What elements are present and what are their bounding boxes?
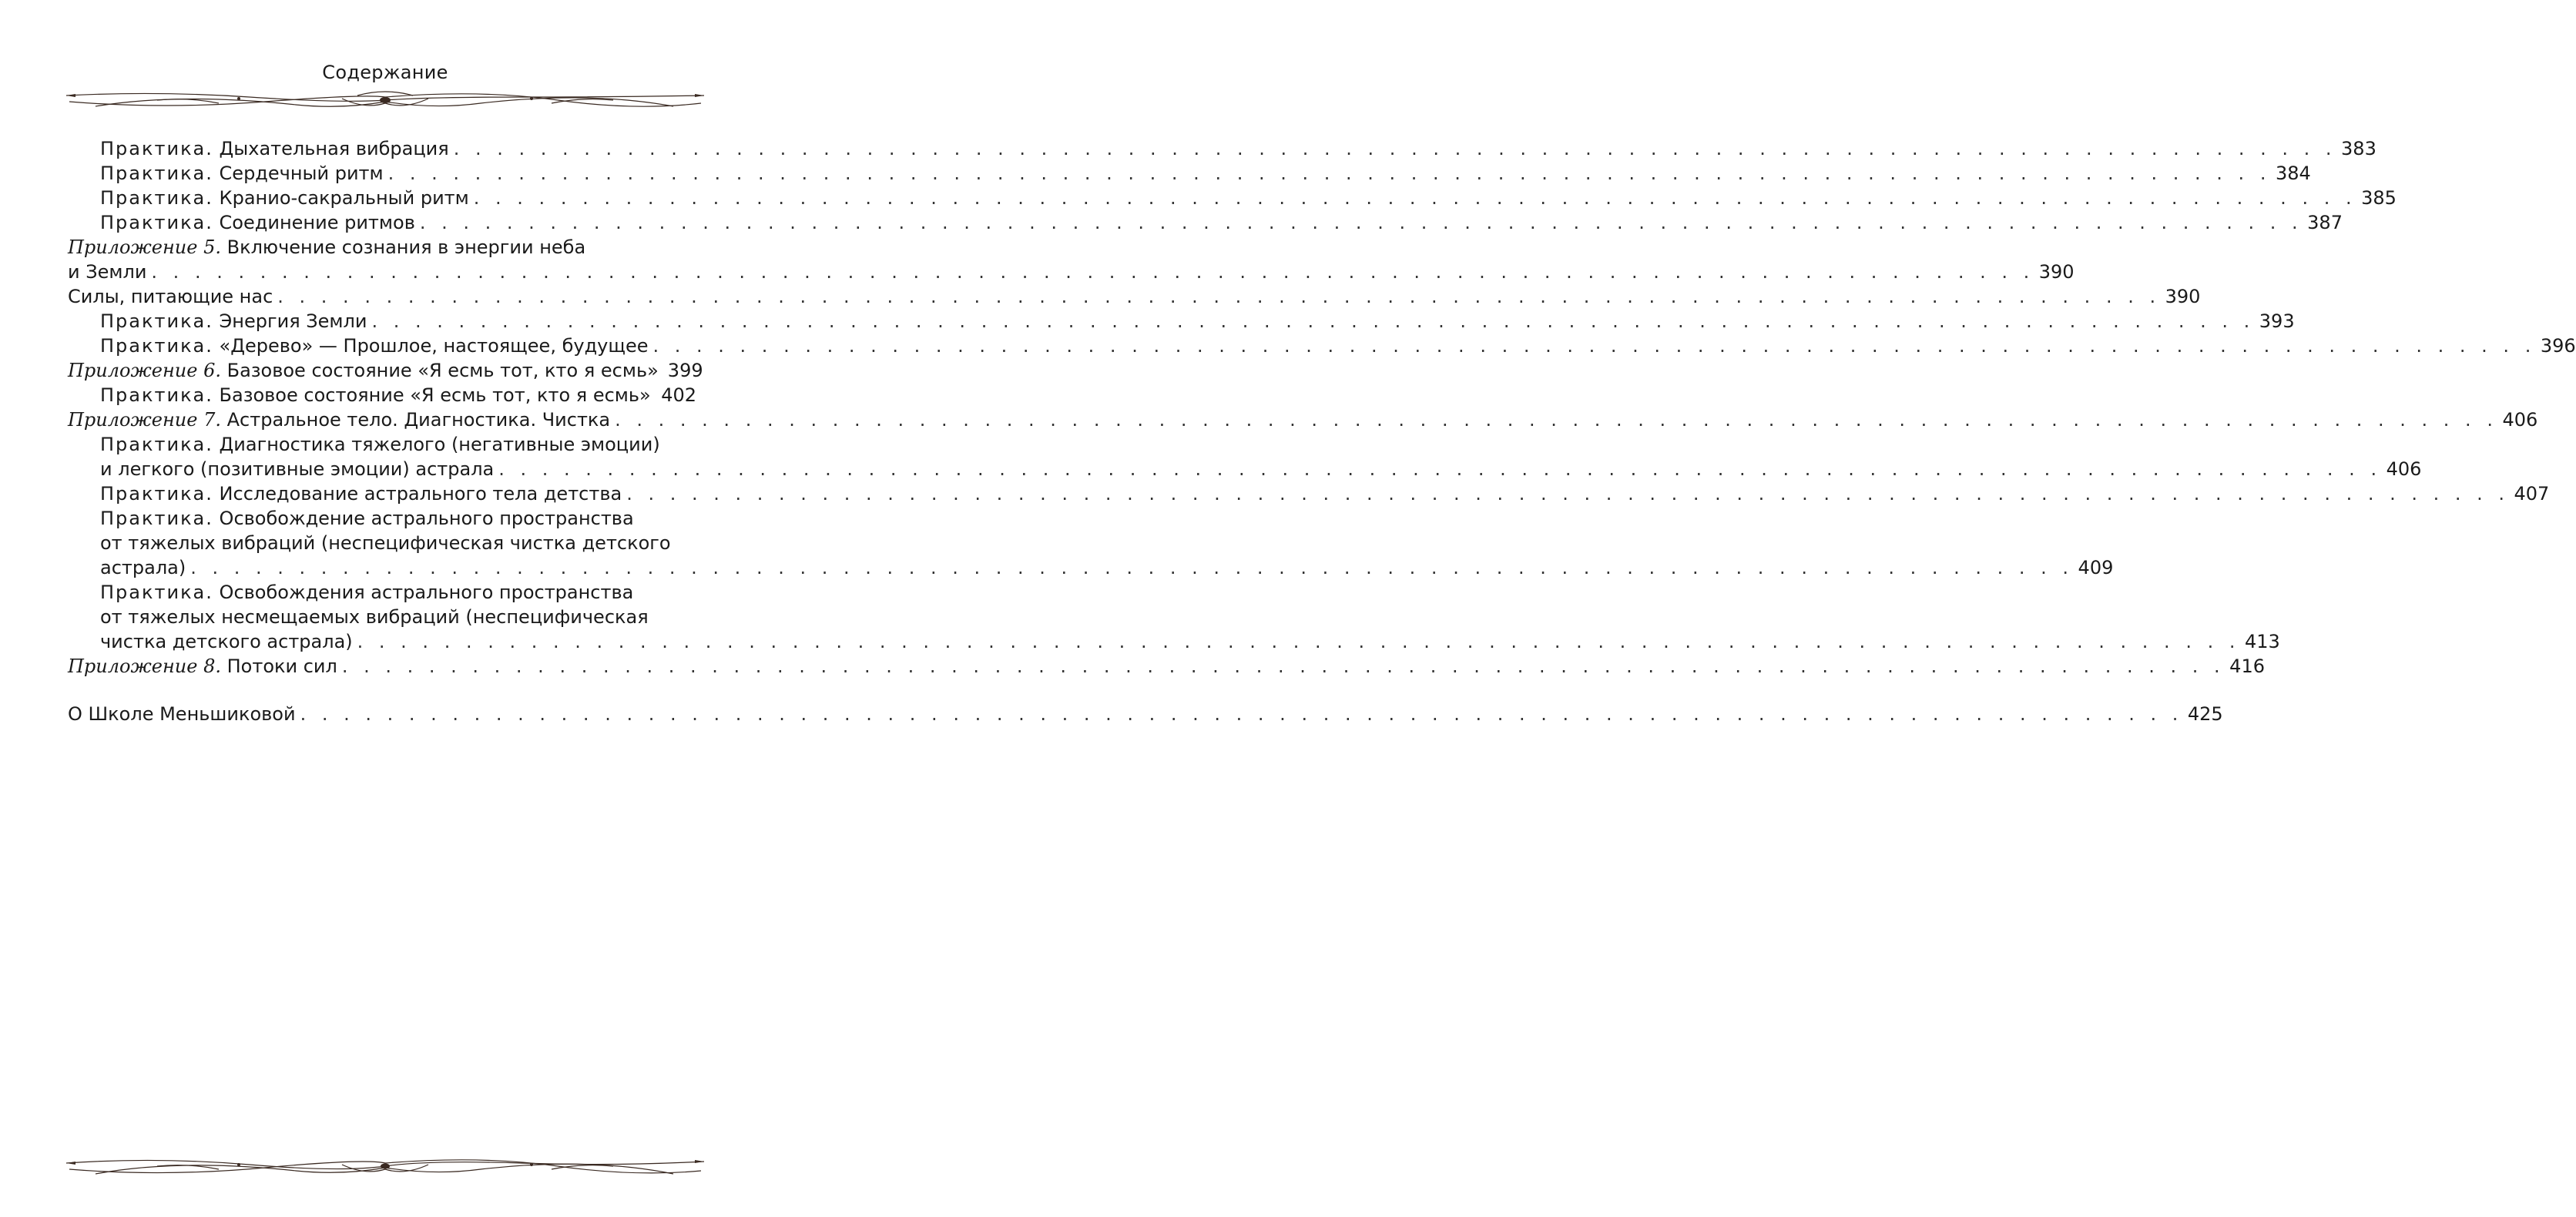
toc-entry [68, 506, 2114, 580]
page-number: 425 [2187, 703, 2223, 725]
page-number: 413 [2244, 631, 2280, 652]
practice-label: Практика. [100, 310, 213, 332]
dot-leader: . . . . . . . . . . . . . . . . . . . . . . . . . . . . . . . . . . . . . . . . . . . . . . . . . . . . . . . . . . . . . . . . . . . . . . . . . . . . . . . . . . . . . . . [652, 335, 2536, 357]
appendix-label: Приложение 7. [68, 409, 221, 431]
practice-label: Практика. [100, 163, 213, 184]
dot-leader: . . . . . . . . . . . . . . . . . . . . . . . . . . . . . . . . . . . . . . . . . . . . . . . . . . . . . . . . . . . . . . . . . . . . . . . . . . . . . . . . . . . . . . . [453, 138, 2337, 159]
toc-entry-title: Исследование астрального тела детства [219, 483, 622, 505]
toc-entry-line [100, 432, 696, 457]
dot-leader: . . . . . . . . . . . . . . . . . . . . . . . . . . . . . . . . . . . . . . . . . . . . . . . . . . . . . . . . . . . . . . . . . . . . . . . . . . . . . . . . . . . . . . . [357, 631, 2240, 652]
dot-leader: . . . . . . . . . . . . . . . . . . . . . . . . . . . . . . . . . . . . . . . . . . . . . . . . . . . . . . . . . . . . . . . . . . . . . . . . . . . . . . . . . . . . . . . [626, 483, 2510, 505]
toc-entry-title: О Школе Меньшиковой [68, 703, 296, 725]
page-number: 407 [2514, 483, 2550, 505]
toc-entry-line [100, 383, 696, 407]
toc-entry-line [100, 136, 2376, 161]
toc-entry-title: Сердечный ритм [219, 163, 384, 184]
toc-entry-title: Дыхательная вибрация [219, 138, 449, 159]
toc-entry-line [68, 260, 2075, 284]
practice-label: Практика. [100, 187, 213, 209]
practice-label: Практика. [100, 434, 213, 455]
page-number: 393 [2259, 310, 2295, 332]
toc-entry-line [100, 555, 2114, 580]
toc-entry-title: Включение сознания в энергии неба [226, 236, 586, 258]
page-number: 383 [2341, 138, 2376, 159]
dot-leader: . . . . . . . . . . . . . . . . . . . . . . . . . . . . . . . . . . . . . . . . . . . . . . . . . . . . . . . . . . . . . . . . . . . . . . . . . . . . . . . . . . . . . . . [341, 655, 2225, 677]
toc-entry-line [68, 235, 696, 260]
appendix-label: Приложение 5. [68, 236, 221, 258]
toc-entry-line [100, 580, 696, 605]
dot-leader: . . . . . . . . . . . . . . . . . . . . . . . . . . . . . . . . . . . . . . . . . . . . . . . . . . . . . . . . . . . . . . . . . . . . . . . . . . . . . . . . . . . . . . . [277, 286, 2161, 307]
toc-entry-title: Базовое состояние «Я есмь тот, кто я есмь» [226, 360, 659, 381]
page-number: 387 [2307, 212, 2343, 233]
toc-entry [68, 284, 2201, 309]
toc-entry [68, 481, 2550, 506]
toc-entry-line [100, 481, 2550, 506]
page-number: 385 [2361, 187, 2397, 209]
toc-entry-line [68, 407, 2538, 432]
practice-label: Практика. [100, 138, 213, 159]
toc-entry [68, 161, 2311, 186]
toc-entry-title: Астральное тело. Диагностика. Чистка [226, 409, 611, 431]
toc-entry-title: Соединение ритмов [219, 212, 415, 233]
practice-label: Практика. [100, 508, 213, 529]
page-number: 399 [667, 360, 703, 381]
table-of-contents [68, 136, 2576, 726]
toc-entry-title: Кранио-сакральный ритм [219, 187, 469, 209]
toc-entry-line [100, 506, 696, 531]
toc-entry-title: «Дерево» — Прошлое, настоящее, будущее [219, 335, 649, 357]
toc-entry-line [68, 358, 703, 383]
practice-label: Практика. [100, 335, 213, 357]
toc-entry [68, 383, 696, 407]
page-number: 396 [2540, 335, 2576, 357]
page-number: 402 [661, 384, 696, 406]
practice-label: Практика. [100, 483, 213, 505]
toc-entry-line [100, 161, 2311, 186]
toc-entry [68, 358, 703, 383]
dot-leader: . . . . . . . . . . . . . . . . . . . . . . . . . . . . . . . . . . . . . . . . . . . . . . . . . . . . . . . . . . . . . . . . . . . . . . . . . . . . . . . . . . . . . . . [300, 703, 2183, 725]
toc-entry-title: Освобождения астрального пространства [219, 582, 634, 603]
toc-entry-title: Базовое состояние «Я есмь тот, кто я есмь» [219, 384, 651, 406]
toc-entry-title: и Земли [68, 261, 147, 283]
bottom-ornament-divider [65, 1151, 706, 1182]
page-number: 409 [2078, 557, 2114, 578]
toc-entry [68, 580, 2280, 654]
dot-leader: . . . . . . . . . . . . . . . . . . . . . . . . . . . . . . . . . . . . . . . . . . . . . . . . . . . . . . . . . . . . . . . . . . . . . . . . . . . . . . . . . . . . . . . [473, 187, 2357, 209]
dot-leader: . . . . . . . . . . . . . . . . . . . . . . . . . . . . . . . . . . . . . . . . . . . . . . . . . . . . . . . . . . . . . . . . . . . . . . . . . . . . . . . . . . . . . . . [498, 458, 2382, 480]
toc-entry-line [100, 186, 2397, 210]
toc-entry [68, 432, 2422, 481]
toc-entry-line [68, 702, 2223, 726]
appendix-label: Приложение 8. [68, 655, 221, 677]
page-number: 390 [2165, 286, 2201, 307]
toc-entry [68, 186, 2397, 210]
dot-leader: . . . . . . . . . . . . . . . . . . . . . . . . . . . . . . . . . . . . . . . . . . . . . . . . . . . . . . . . . . . . . . . . . . . . . . . . . . . . . . . . . . . . . . . [190, 557, 2074, 578]
toc-entry-title: от тяжелых вибраций (неспецифическая чистка детского [100, 532, 671, 554]
practice-label: Практика. [100, 384, 213, 406]
toc-entry-line [100, 334, 2576, 358]
page-number: 384 [2275, 163, 2311, 184]
toc-entry-line [100, 629, 2280, 654]
toc-entry [68, 702, 2223, 726]
toc-entry-line [100, 309, 2295, 334]
toc-entry-title: Силы, питающие нас [68, 286, 273, 307]
toc-entry-title: Диагностика тяжелого (негативные эмоции) [219, 434, 660, 455]
practice-label: Практика. [100, 212, 213, 233]
dot-leader: . . . . . . . . . . . . . . . . . . . . . . . . . . . . . . . . . . . . . . . . . . . . . . . . . . . . . . . . . . . . . . . . . . . . . . . . . . . . . . . . . . . . . . . [419, 212, 2303, 233]
running-head-title: Содержание [322, 62, 448, 83]
toc-entry-title: Потоки сил [226, 655, 337, 677]
top-ornament-divider [65, 86, 706, 117]
toc-entry-line [100, 457, 2422, 481]
toc-entry-line [68, 654, 2265, 679]
toc-entry-title: астрала) [100, 557, 186, 578]
toc-entry-title: и легкого (позитивные эмоции) астрала [100, 458, 495, 480]
toc-entry [68, 654, 2265, 679]
dot-leader: . . . . . . . . . . . . . . . . . . . . . . . . . . . . . . . . . . . . . . . . . . . . . . . . . . . . . . . . . . . . . . . . . . . . . . . . . . . . . . . . . . . . . . . [151, 261, 2034, 283]
toc-entry-title: Энергия Земли [219, 310, 367, 332]
dot-leader: . . . . . . . . . . . . . . . . . . . . . . . . . . . . . . . . . . . . . . . . . . . . . . . . . . . . . . . . . . . . . . . . . . . . . . . . . . . . . . . . . . . . . . . [371, 310, 2255, 332]
toc-entry-title: Освобождение астрального пространства [219, 508, 634, 529]
toc-entry-line [100, 210, 2343, 235]
page-number: 406 [2502, 409, 2538, 431]
toc-entry-line [100, 531, 696, 555]
toc-entry [68, 309, 2295, 334]
toc-entry [68, 334, 2576, 358]
toc-entry-line [68, 284, 2201, 309]
toc-entry-title: чистка детского астрала) [100, 631, 353, 652]
toc-entry-title: от тяжелых несмещаемых вибраций (неспецифическая [100, 606, 649, 628]
page-number: 390 [2038, 261, 2075, 283]
page-number: 416 [2229, 655, 2265, 677]
toc-entry [68, 210, 2343, 235]
toc-entry-line [100, 605, 696, 629]
practice-label: Практика. [100, 582, 213, 603]
dot-leader: . . . . . . . . . . . . . . . . . . . . . . . . . . . . . . . . . . . . . . . . . . . . . . . . . . . . . . . . . . . . . . . . . . . . . . . . . . . . . . . . . . . . . . . [387, 163, 2271, 184]
toc-entry [68, 136, 2376, 161]
appendix-label: Приложение 6. [68, 360, 221, 381]
toc-entry [68, 407, 2538, 432]
dot-leader: . . . . . . . . . . . . . . . . . . . . . . . . . . . . . . . . . . . . . . . . . . . . . . . . . . . . . . . . . . . . . . . . . . . . . . . . . . . . . . . . . . . . . . . [615, 409, 2498, 431]
page-number: 406 [2386, 458, 2422, 480]
toc-entry [68, 235, 2075, 284]
